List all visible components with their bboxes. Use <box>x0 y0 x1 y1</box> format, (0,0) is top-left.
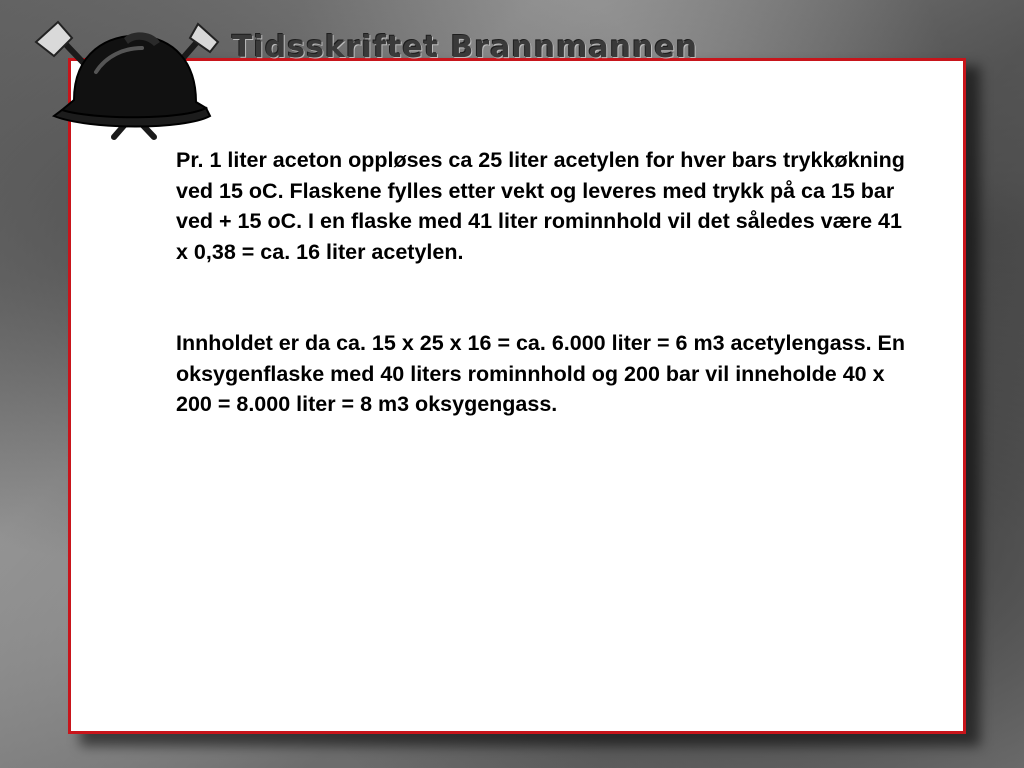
paragraph-contents: Innholdet er da ca. 15 x 25 x 16 = ca. 6.000 liter = 6 m3 acetylengass. En oksygenflaske med 40 liters rominnhold og 200 bar vil inneholde 40 x 200 = 8.000 liter = 8 m3 oksygengass. <box>176 331 906 416</box>
article-body <box>176 145 916 420</box>
paragraph-acetone: Pr. 1 liter aceton oppløses ca 25 liter acetylen for hver bars trykkøkning ved 15 oC. Flaskene fylles etter vekt og leveres med trykk på ca 15 bar ved + 15 oC. I en flaske med 41 liter rominnhold vil det således være 41 x 0,38 = ca. 16 liter acetylen. <box>176 148 905 264</box>
masthead-title: Tidsskriftet Brannmannen <box>232 30 699 65</box>
firefighter-helmet-axes-icon <box>14 12 234 142</box>
